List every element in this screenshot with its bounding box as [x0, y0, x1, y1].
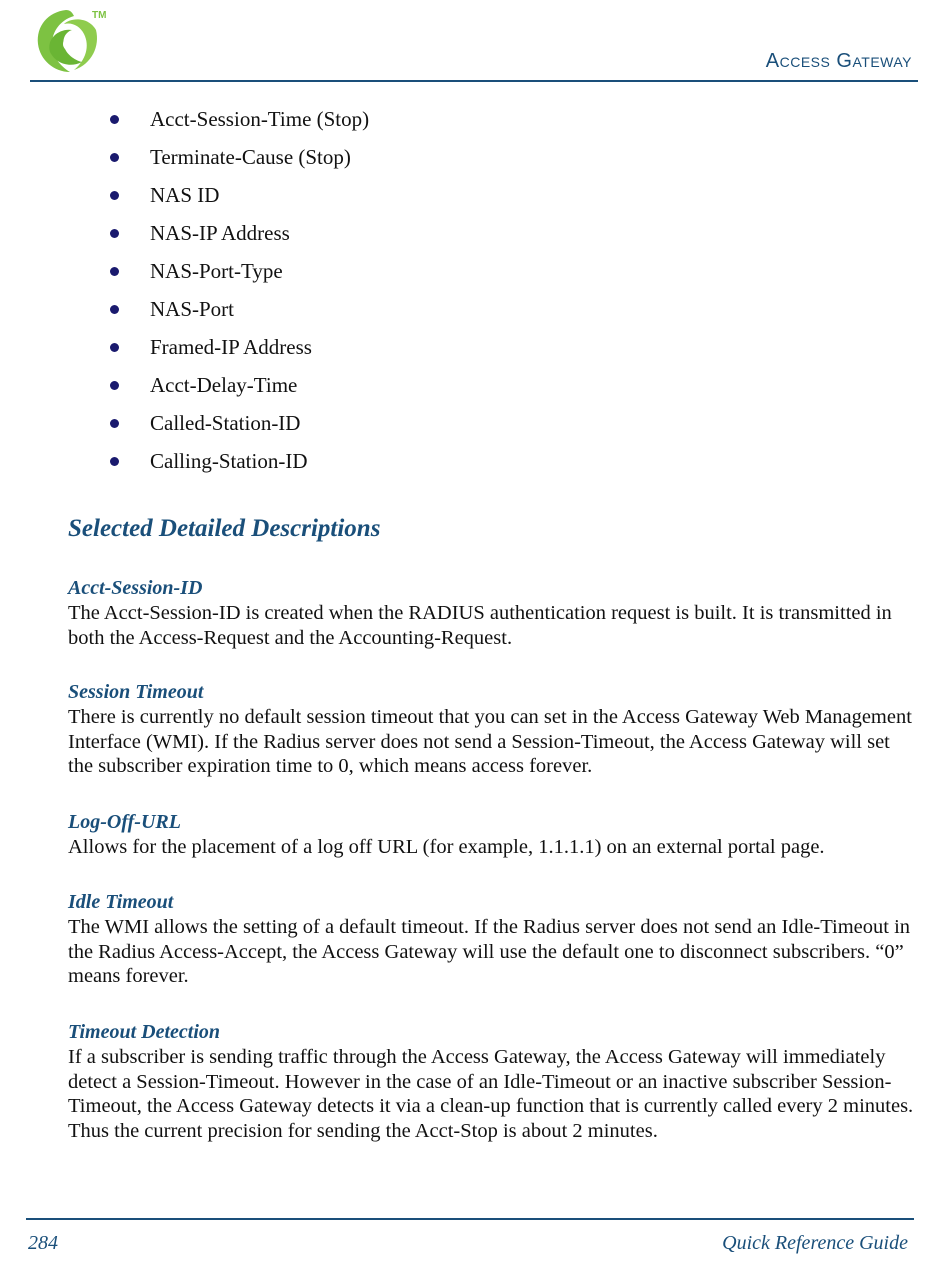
footer-guide-title: Quick Reference Guide	[722, 1232, 908, 1254]
company-logo	[30, 6, 110, 78]
description-body: There is currently no default session timeout that you can set in the Access Gateway Web Management Interface (WMI). If the Radius server does not send a Session-Timeout, the Access Gateway will set the subscriber expiration time to 0, which means access forever.	[68, 706, 912, 777]
list-item-text: NAS ID	[150, 183, 220, 207]
bullet-icon	[110, 305, 119, 314]
list-item-text: Calling-Station-ID	[150, 449, 308, 473]
bullet-icon	[110, 191, 119, 200]
bullet-icon	[110, 457, 119, 466]
description-body: Allows for the placement of a log off URL (for example, 1.1.1.1) on an external portal page.	[68, 836, 825, 858]
bullet-icon	[110, 115, 119, 124]
description-timeout-detection	[68, 1019, 918, 1143]
description-heading: Log-Off-URL	[68, 811, 181, 833]
description-acct-session-id	[68, 575, 918, 650]
bullet-icon	[110, 419, 119, 428]
description-log-off-url	[68, 809, 918, 860]
bullet-icon	[110, 267, 119, 276]
swirl-logo-icon	[30, 6, 110, 78]
header-divider	[30, 80, 918, 82]
description-body: The Acct-Session-ID is created when the RADIUS authentication request is built. It is transmitted in both the Access-Request and the Accounting-Request.	[68, 602, 892, 649]
description-idle-timeout	[68, 889, 918, 989]
bullet-icon	[110, 153, 119, 162]
description-body: The WMI allows the setting of a default timeout. If the Radius server does not send an Idle-Timeout in the Radius Access-Accept, the Access Gateway will use the default one to disconnect subscribers. “0” means forever.	[68, 916, 911, 987]
description-heading: Session Timeout	[68, 681, 204, 703]
description-heading: Timeout Detection	[68, 1021, 221, 1043]
bullet-icon	[110, 229, 119, 238]
description-body: If a subscriber is sending traffic through the Access Gateway, the Access Gateway will immediately detect a Session-Timeout. However in the case of an Idle-Timeout or an inactive subscriber Session-Timeout, the Access Gateway detects it via a clean-up function that is currently called every 2 minutes. Thus the current precision for sending the Acct-Stop is about 2 minutes.	[68, 1046, 914, 1142]
list-item-text: Terminate-Cause (Stop)	[150, 145, 351, 169]
bullet-icon	[110, 343, 119, 352]
list-item-text: NAS-Port-Type	[150, 259, 283, 283]
footer-divider	[26, 1218, 914, 1220]
description-heading: Acct-Session-ID	[68, 577, 203, 599]
section-title: Selected Detailed Descriptions	[68, 515, 381, 542]
list-item-text: NAS-Port	[150, 297, 235, 321]
description-session-timeout	[68, 679, 918, 779]
list-item-text: Called-Station-ID	[150, 411, 301, 435]
list-item-text: Acct-Delay-Time	[150, 373, 298, 397]
description-heading: Idle Timeout	[68, 891, 174, 913]
list-item-text: Framed-IP Address	[150, 335, 312, 359]
trademark-mark: TM	[92, 10, 107, 21]
bullet-icon	[110, 381, 119, 390]
page-number: 284	[28, 1232, 58, 1254]
list-item-text: NAS-IP Address	[150, 221, 290, 245]
running-header-title: Access Gateway	[765, 50, 912, 72]
list-item-text: Acct-Session-Time (Stop)	[150, 107, 370, 131]
